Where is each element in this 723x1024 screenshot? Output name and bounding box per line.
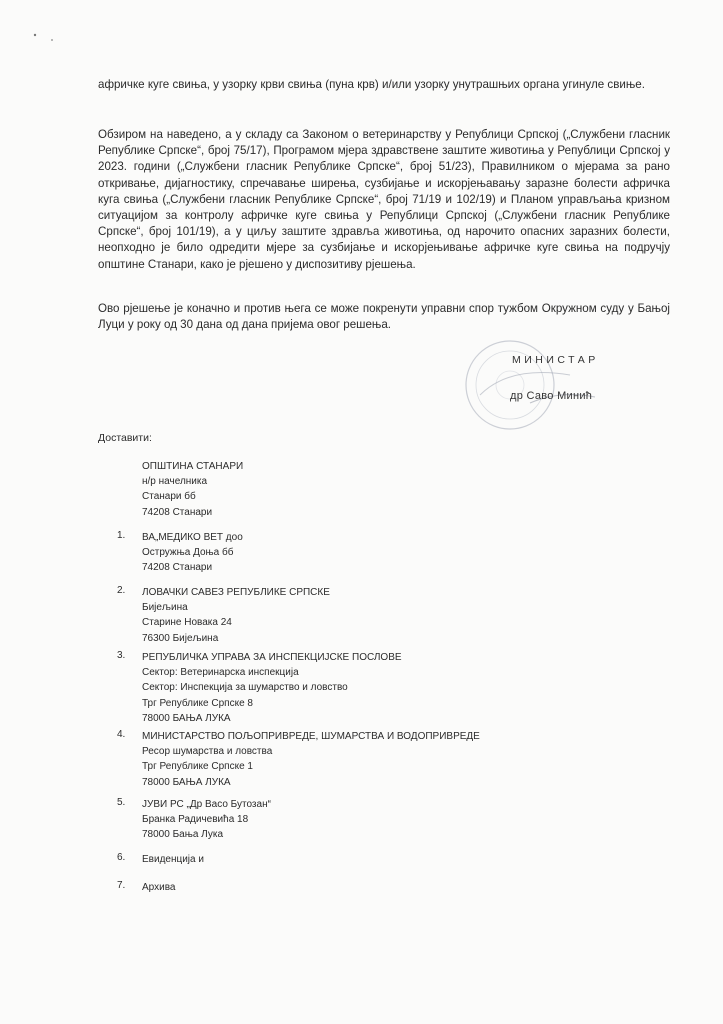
paragraph-appeal: Ово рјешење је коначно и против њега се може покренути управни спор тужбом Окружном суду у Бањој Луци у року од 30 дана од дана пријема овог решења. xyxy=(98,302,670,332)
recipient-block xyxy=(142,880,175,895)
recipient-line: Остружња Доња бб xyxy=(142,547,234,559)
recipient-block xyxy=(142,585,330,646)
recipient-line: Сектор: Ветеринарска инспекција xyxy=(142,667,299,679)
recipient-line: 78000 БАЊА ЛУКА xyxy=(142,712,231,724)
recipient-line: ЛОВАЧКИ САВЕЗ РЕПУБЛИКЕ СРПСКЕ xyxy=(142,587,330,598)
recipient-line: Ресор шумарства и ловства xyxy=(142,746,273,758)
recipient-line: Бранка Радичевића 18 xyxy=(142,814,249,826)
recipient-number: 7. xyxy=(117,880,126,891)
recipient-line: 78000 БАЊА ЛУКА xyxy=(142,776,231,788)
recipient-line: Трг Републике Српске 8 xyxy=(142,697,253,709)
paragraph-intro: афричке куге свиња, у узорку крви свиња (пуна крв) и/или узорку унутрашњих органа угинуле свиње. xyxy=(98,78,645,91)
signature-name: др Саво Минић xyxy=(510,390,593,402)
recipient-line: Трг Републике Српске 1 xyxy=(142,761,253,773)
recipient-block xyxy=(142,650,402,726)
delivery-label: Доставити: xyxy=(98,432,152,444)
recipient-line: ЈУВИ РС „Др Васо Бутозан“ xyxy=(142,799,271,810)
recipient-number: 3. xyxy=(117,650,126,661)
recipient-number: 5. xyxy=(117,797,126,808)
recipient-number: 2. xyxy=(117,585,126,596)
recipient-line: Сектор: Инспекција за шумарство и ловство xyxy=(142,682,348,694)
recipient-block xyxy=(142,852,204,867)
paragraph-legal-basis: Обзиром на наведено, а у складу са Законом о ветеринарству у Републици Српској („Службени гласник Републике Српске“, број 75/17), Програмом мјера здравствене заштите животиња у Републици Српској у 2023. години („Службени гласник Републике Српске“, број 51/23), Правилником о мјерама за рано откривање, дијагностику, спречавање ширења, сузбијање и искорјењавању заразне болести афричка куга свиња („Службени гласник Републике Српске“, број 71/19 и 102/19) и Планом управљања кризном ситуацијом за контролу афричке куге свиња у Републици Српској („Службени гласник Републике Српске“, број 101/19), а у циљу заштите здравља животиња, од нарочито опасних заразних болести, неопходно је било одредити мјере за сузбијање и искорјењивање афричке куге свиња на подручју општине Станари, како је рјешено у диспозитиву рјешења. xyxy=(98,128,670,271)
recipient-number: 6. xyxy=(117,852,126,863)
recipient-number: 4. xyxy=(117,729,126,740)
recipient-block xyxy=(142,459,243,520)
recipient-block xyxy=(142,797,271,843)
recipient-line: ОПШТИНА СТАНАРИ xyxy=(142,461,244,472)
recipient-line: Станари бб xyxy=(142,491,196,503)
signature-title: МИНИСТАР xyxy=(512,354,599,366)
recipient-line: Евиденција и xyxy=(142,854,204,865)
recipient-line: Бијељина xyxy=(142,602,188,614)
recipient-block xyxy=(142,530,243,576)
recipient-line: 78000 Бања Лука xyxy=(142,829,224,841)
recipient-number: 1. xyxy=(117,530,126,541)
recipient-line: РЕПУБЛИЧКА УПРАВА ЗА ИНСПЕКЦИЈСКЕ ПОСЛОВЕ xyxy=(142,652,402,663)
recipient-line: 76300 Бијељина xyxy=(142,632,219,644)
recipient-line: 74208 Станари xyxy=(142,562,213,574)
recipient-block xyxy=(142,729,480,790)
official-stamp xyxy=(460,335,610,435)
recipient-line: Старине Новака 24 xyxy=(142,617,232,629)
recipient-line: 74208 Станари xyxy=(142,506,213,518)
recipient-line: ВА„МЕДИКО ВЕТ доо xyxy=(142,532,243,543)
recipient-line: н/р начелника xyxy=(142,476,208,488)
recipient-line: МИНИСТАРСТВО ПОЉОПРИВРЕДЕ, ШУМАРСТВА И ВОДОПРИВРЕДЕ xyxy=(142,731,480,742)
recipient-line: Архива xyxy=(142,882,176,893)
